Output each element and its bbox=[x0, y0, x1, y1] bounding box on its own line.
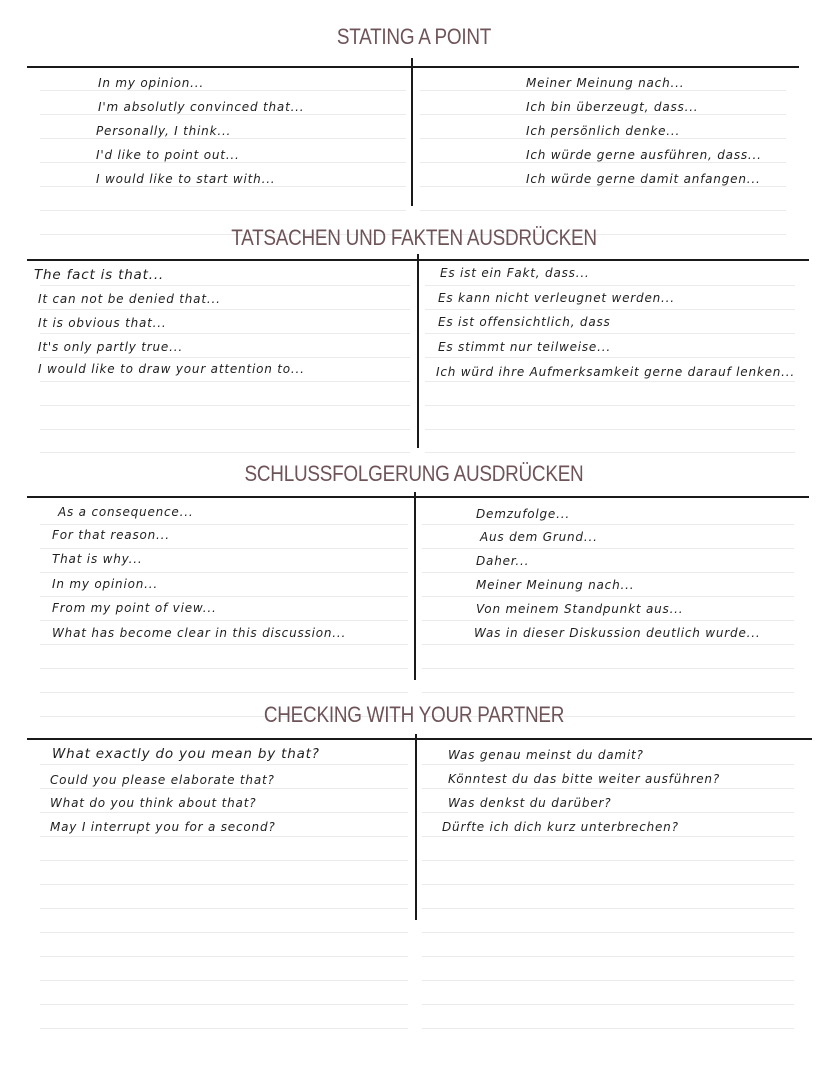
ruled-line bbox=[40, 162, 406, 163]
ruled-line bbox=[40, 138, 406, 139]
phrase-de: Von meinem Standpunkt aus... bbox=[476, 602, 684, 616]
section-title-schlussfolgerung: SCHLUSSFOLGERUNG AUSDRÜCKEN bbox=[244, 461, 584, 486]
section-title-stating-a-point: STATING A POINT bbox=[336, 24, 492, 49]
ruled-line bbox=[422, 572, 794, 573]
ruled-line bbox=[422, 692, 794, 693]
section-rule bbox=[27, 66, 799, 68]
phrase-de: Dürfte ich dich kurz unterbrechen? bbox=[442, 820, 679, 834]
ruled-line bbox=[40, 956, 408, 957]
ruled-line bbox=[40, 210, 406, 211]
ruled-line bbox=[422, 548, 794, 549]
ruled-line bbox=[40, 596, 408, 597]
ruled-line bbox=[40, 692, 408, 693]
ruled-line bbox=[422, 668, 794, 669]
section-rule bbox=[27, 496, 809, 498]
phrase-en: In my opinion... bbox=[52, 577, 158, 591]
column-divider bbox=[417, 254, 419, 448]
ruled-line bbox=[40, 333, 410, 334]
column-divider bbox=[415, 734, 417, 920]
phrase-de: Was genau meinst du damit? bbox=[448, 748, 644, 762]
phrase-en: I'm absolutly convinced that... bbox=[98, 100, 305, 114]
ruled-line bbox=[40, 452, 410, 453]
ruled-line bbox=[425, 285, 795, 286]
phrase-de: Was in dieser Diskussion deutlich wurde... bbox=[474, 626, 761, 640]
ruled-line bbox=[40, 620, 408, 621]
ruled-line bbox=[422, 908, 794, 909]
ruled-line bbox=[40, 812, 408, 813]
phrase-en: What has become clear in this discussion... bbox=[52, 626, 347, 640]
ruled-line bbox=[422, 980, 794, 981]
phrase-de: Ich bin überzeugt, dass... bbox=[526, 100, 699, 114]
ruled-line bbox=[40, 548, 408, 549]
phrase-de: Es kann nicht verleugnet werden... bbox=[438, 291, 675, 305]
phrase-en: It is obvious that... bbox=[38, 316, 167, 330]
ruled-line bbox=[40, 357, 410, 358]
ruled-line bbox=[425, 405, 795, 406]
ruled-line bbox=[40, 1028, 408, 1029]
ruled-line bbox=[40, 114, 406, 115]
phrase-de: Es stimmt nur teilweise... bbox=[438, 340, 611, 354]
phrase-en: As a consequence... bbox=[58, 505, 194, 519]
ruled-line bbox=[425, 381, 795, 382]
ruled-line bbox=[422, 788, 794, 789]
ruled-line bbox=[422, 620, 794, 621]
ruled-line bbox=[40, 908, 408, 909]
ruled-line bbox=[40, 309, 410, 310]
ruled-line bbox=[40, 572, 408, 573]
ruled-line bbox=[40, 764, 408, 765]
phrase-en: May I interrupt you for a second? bbox=[50, 820, 276, 834]
ruled-line bbox=[422, 644, 794, 645]
ruled-line bbox=[425, 429, 795, 430]
phrase-en: That is why... bbox=[52, 552, 143, 566]
ruled-line bbox=[425, 452, 795, 453]
ruled-line bbox=[40, 884, 408, 885]
phrase-en: What do you think about that? bbox=[50, 796, 257, 810]
column-divider bbox=[414, 492, 416, 680]
ruled-line bbox=[420, 138, 786, 139]
ruled-line bbox=[40, 836, 408, 837]
phrase-de: Ich würd ihre Aufmerksamkeit gerne darauf lenken... bbox=[436, 365, 796, 379]
ruled-line bbox=[40, 980, 408, 981]
ruled-line bbox=[425, 309, 795, 310]
phrase-en: It can not be denied that... bbox=[38, 292, 221, 306]
ruled-line bbox=[40, 90, 406, 91]
ruled-line bbox=[40, 860, 408, 861]
ruled-line bbox=[420, 186, 786, 187]
section-title-checking: CHECKING WITH YOUR PARTNER bbox=[263, 702, 565, 727]
ruled-line bbox=[40, 668, 408, 669]
ruled-line bbox=[422, 836, 794, 837]
phrase-en: Personally, I think... bbox=[96, 124, 232, 138]
phrase-de: Es ist ein Fakt, dass... bbox=[440, 266, 590, 280]
phrase-de: Aus dem Grund... bbox=[480, 530, 598, 544]
phrase-en: In my opinion... bbox=[98, 76, 204, 90]
ruled-line bbox=[40, 429, 410, 430]
phrase-de: Meiner Meinung nach... bbox=[526, 76, 685, 90]
phrase-de: Es ist offensichtlich, dass bbox=[438, 315, 611, 329]
ruled-line bbox=[422, 860, 794, 861]
ruled-line bbox=[40, 644, 408, 645]
ruled-line bbox=[422, 932, 794, 933]
ruled-line bbox=[420, 162, 786, 163]
phrase-en: It's only partly true... bbox=[38, 340, 183, 354]
ruled-line bbox=[422, 884, 794, 885]
ruled-line bbox=[422, 1004, 794, 1005]
phrase-en: The fact is that... bbox=[34, 267, 164, 283]
phrase-en: For that reason... bbox=[52, 528, 170, 542]
phrase-de: Ich würde gerne ausführen, dass... bbox=[526, 148, 762, 162]
ruled-line bbox=[422, 596, 794, 597]
ruled-line bbox=[40, 381, 410, 382]
ruled-line bbox=[422, 524, 794, 525]
phrase-de: Meiner Meinung nach... bbox=[476, 578, 635, 592]
phrase-de: Was denkst du darüber? bbox=[448, 796, 612, 810]
ruled-line bbox=[40, 1004, 408, 1005]
section-rule bbox=[27, 738, 812, 740]
ruled-line bbox=[40, 285, 410, 286]
phrase-de: Ich würde gerne damit anfangen... bbox=[526, 172, 761, 186]
phrase-en: I'd like to point out... bbox=[96, 148, 240, 162]
ruled-line bbox=[40, 524, 408, 525]
phrase-en: From my point of view... bbox=[52, 601, 217, 615]
ruled-line bbox=[422, 764, 794, 765]
ruled-line bbox=[40, 932, 408, 933]
ruled-line bbox=[425, 333, 795, 334]
ruled-line bbox=[40, 788, 408, 789]
column-divider bbox=[411, 58, 413, 206]
ruled-line bbox=[422, 956, 794, 957]
ruled-line bbox=[422, 1028, 794, 1029]
ruled-line bbox=[420, 114, 786, 115]
section-title-tatsachen: TATSACHEN UND FAKTEN AUSDRÜCKEN bbox=[231, 225, 597, 250]
phrase-en: What exactly do you mean by that? bbox=[52, 746, 320, 762]
phrase-de: Daher... bbox=[476, 554, 530, 568]
ruled-line bbox=[420, 210, 786, 211]
phrase-en: Could you please elaborate that? bbox=[50, 773, 275, 787]
phrase-de: Demzufolge... bbox=[476, 507, 570, 521]
ruled-line bbox=[425, 357, 795, 358]
phrase-en: I would like to draw your attention to... bbox=[38, 362, 305, 376]
phrase-de: Könntest du das bitte weiter ausführen? bbox=[448, 772, 720, 786]
ruled-line bbox=[420, 90, 786, 91]
ruled-line bbox=[40, 186, 406, 187]
phrase-en: I would like to start with... bbox=[96, 172, 276, 186]
ruled-line bbox=[40, 405, 410, 406]
ruled-line bbox=[422, 812, 794, 813]
phrase-de: Ich persönlich denke... bbox=[526, 124, 681, 138]
